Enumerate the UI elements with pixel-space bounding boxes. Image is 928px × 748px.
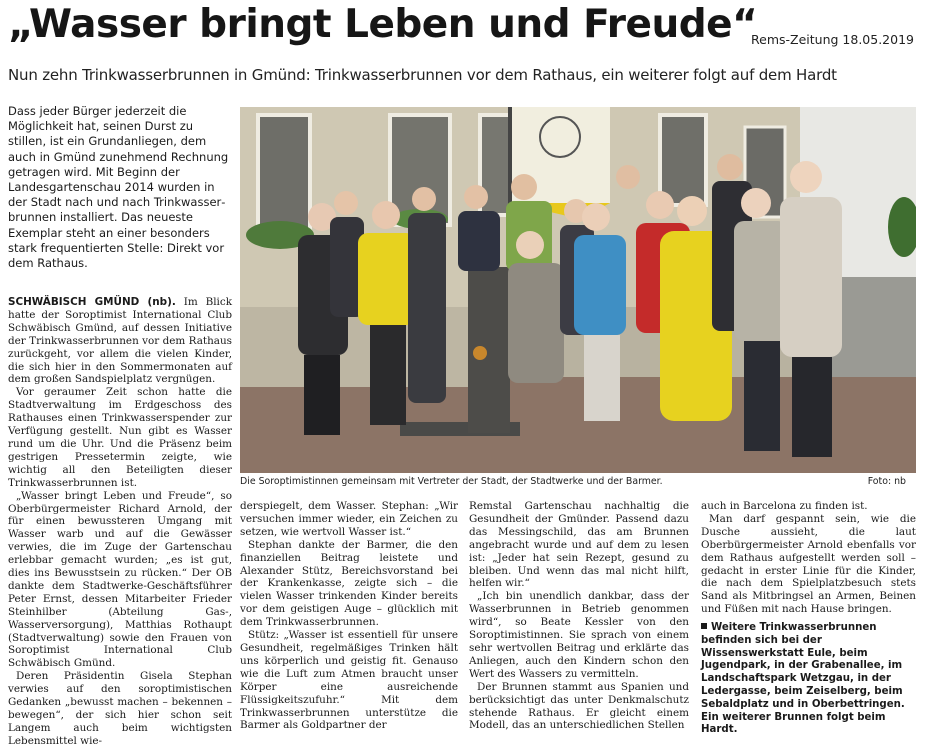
paragraph: auch in Barcelona zu finden ist. [701,500,868,512]
lead-paragraph: Dass jeder Bürger jederzeit die Möglichkeit hat, seinen Durst zu stillen, ist ein Grundanliegen, dem auch in Gmünd zunehmend Rechnung getragen wird. Mit Beginn der Landesgartenschau 2014 wurden in der Stadt nach und nach Trinkwasserbrunnen installiert. Das neueste Exemplar steht an einer besonders stark frequentierten Stelle: Direkt vor dem Rathaus. [8,104,229,271]
caption-text: Die Soroptimistinnen gemeinsam mit Vertreter der Stadt, der Stadtwerke und der Barmer. [240,476,663,487]
article-column-2 [240,500,458,732]
paragraph [8,296,232,386]
headline: „Wasser bringt Leben und Freude“ [8,2,758,47]
paragraph: Deren Präsidentin Gisela Stephan verwies auf den soroptimistischen Gedanken „bewusst machen – bekennen – bewegen“, der sich hier schon seit Langem auch beim wichtigsten Lebensmittel wie- [8,670,232,747]
info-box-text: Weitere Trinkwasserbrunnen befinden sich bei der Wissenswerkstatt Eule, beim Jugendpark, in der Grabenallee, im Landschaftspark Wetzgau, in der Ledergasse, beim Zeiselberg, beim Sebaldplatz und in Oberbettringen. Ein weiterer Brunnen folgt beim Hardt. [701,622,905,736]
group-photo [240,107,916,473]
paragraph: „Wasser bringt Leben und Freude“, so Oberbürgermeister Richard Arnold, der für einen bewussteren Umgang mit Wasser warb und auf die Gewässer verwies, die im Zuge der Gartenschau erlebbar gemacht wurden; „es ist gut, dies ins Bewusstsein zu rücken.“ Der OB dankte dem Stadtwerke-Geschäftsführer Peter Ernst, dessen Mitarbeiter Frieder Steinhilber (Abteilung Gas-, Wasserversorgung), Matthias Rothaupt (Stadtverwaltung) sowie den Frauen von Soroptimist International Club Schwäbisch Gmünd. [8,489,232,670]
article-column-4 [701,500,916,616]
photo-caption [240,476,916,487]
photo-credit: Foto: nb [867,476,906,487]
article-column-1 [8,296,232,748]
paragraph: „Ich bin unendlich dankbar, dass der Wasserbrunnen in Betrieb genommen wird“, so Beate Kessler von den Soroptimistinnen. Sie sprach von einem sehr wertvollen Beitrag und erklärte das Anliegen, auch den Kindern schon den Wert des Wassers zu vermitteln. [469,590,689,680]
article-column-3 [469,500,689,732]
paragraph: Remstal Gartenschau nachhaltig die Gesundheit der Gmünder. Passend dazu das Messingschild, das am Brunnen angebracht wurde und auf dem zu lesen ist: „Jeder hat sein Rezept, gesund zu bleiben. Und wenn das mal nicht hilft, helfen wir.“ [469,500,689,590]
paragraph: Man darf gespannt sein, wie die Dusche aussieht, die laut Oberbürgermeister Arnold ebenfalls vor dem Rathaus aufgestellt werden soll – gedacht in erster Linie für die Kinder, die nach dem Spielplatzbesuch stets Sand als Mitbringsel an Armen, Beinen und Füßen mit nach Hause bringen. [701,512,916,616]
paragraph-text: Im Blick hatte der Soroptimist International Club Schwäbisch Gmünd, auf dessen Initiative der Trinkwasserbrunnen vor dem Rathaus zurückgeht, vor allem die vielen Kinder, die sich hier in den Sommermonaten auf dem großen Sandspielplatz vergnügen. [8,296,232,386]
paragraph: Stütz: „Wasser ist essentiell für unsere Gesundheit, regelmäßiges Trinken hält uns körperlich und geistig fit. Genauso wie die Luft zum Atmen braucht unser Körper eine ausreichende Flüssigkeitszufuhr.“ Mit dem Trinkwasserbrunnen unterstütze die Barmer als Goldpartner der [240,629,458,732]
paragraph: derspiegelt, dem Wasser. Stephan: „Wir versuchen immer wieder, ein Zeichen zu setzen, wie wertvoll Wasser ist.“ [240,500,458,538]
paragraph: Stephan dankte der Barmer, die den finanziellen Beitrag leistete und Alexander Stütz, Bereichsvorstand bei der Krankenkasse, zeigte sich – die vielen Wasser trinkenden Kinder bereits vor dem geistigen Auge – glücklich mit dem Trinkwasserbrunnen. [240,538,458,629]
paragraph: Der Brunnen stammt aus Spanien und berücksichtigt das unter Denkmalschutz stehende Rathaus. Er gleicht einem Modell, das an unterschiedlichen Stellen [469,680,689,732]
subheadline: Nun zehn Trinkwasserbrunnen in Gmünd: Trinkwasserbrunnen vor dem Rathaus, ein weiterer folgt auf dem Hardt [8,66,837,84]
dateline: SCHWÄBISCH GMÜND (nb). [8,296,176,308]
paragraph: Vor geraumer Zeit schon hatte die Stadtverwaltung im Erdgeschoss des Rathauses einen Trinkwasserspender zur Verfügung gestellt. Nun gibt es Wasser rund um die Uhr. Und die Präsenz beim gestrigen Pressetermin zeigte, wie wichtig all den Beteiligten dieser Trinkwasserbrunnen ist. [8,386,232,489]
source-line: Rems-Zeitung 18.05.2019 [751,32,914,47]
bullet-square-icon [701,623,707,629]
